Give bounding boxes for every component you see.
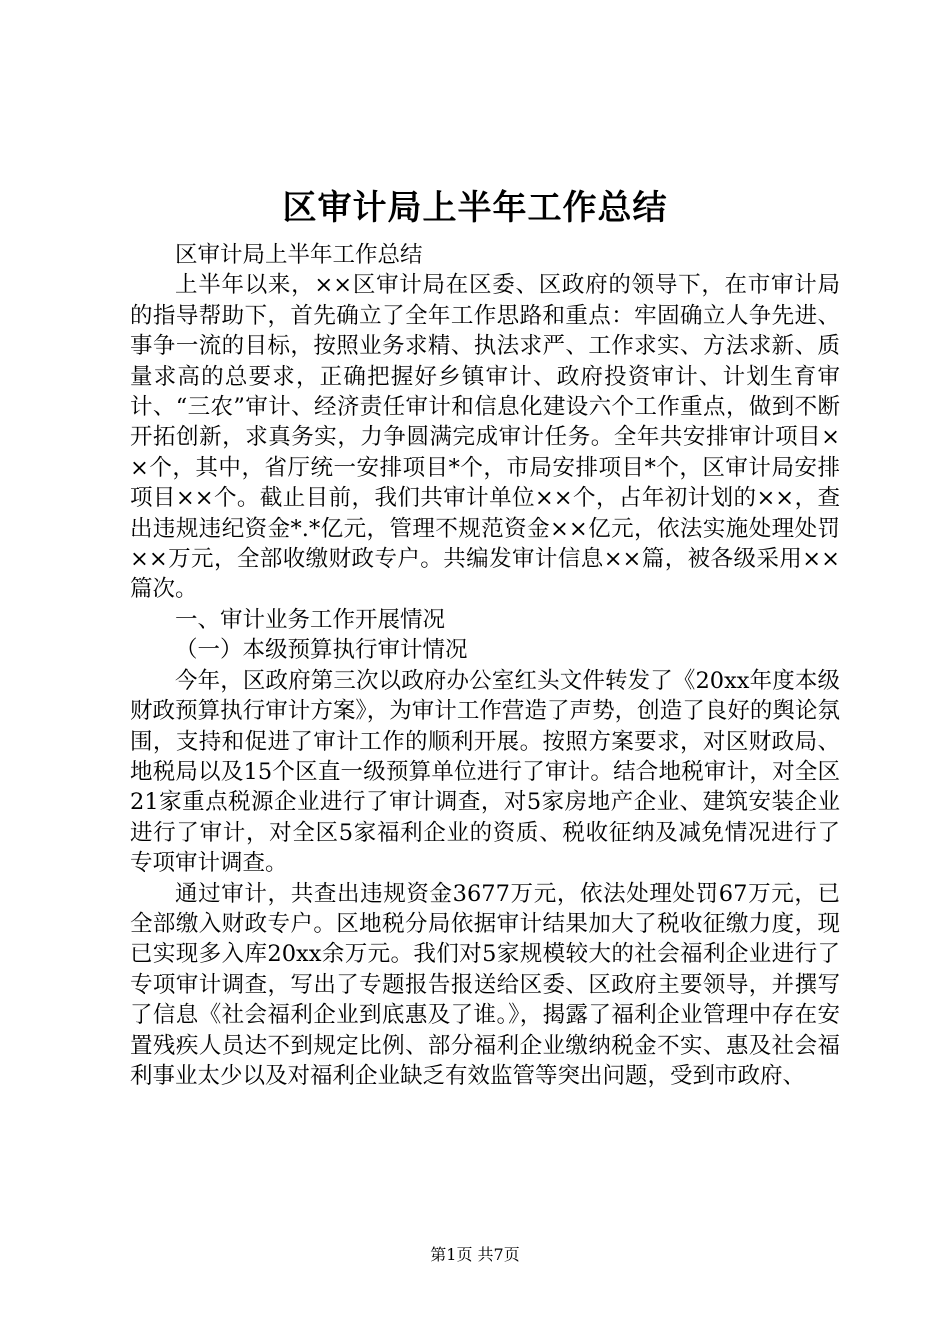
budget-audit-paragraph: 今年，区政府第三次以政府办公室红头文件转发了《20xx年度本级财政预算执行审计方案》，为审计工作营造了声势，创造了良好的舆论氛围，支持和促进了审计工作的顺利开展。按照方案要求，对区财政局、地税局以及15个区直一级预算单位进行了审计。结合地税审计，对全区21家重点税源企业进行了审计调查，对5家房地产企业、建筑安装企业进行了审计，对全区5家福利企业的资质、税收征纳及减免情况进行了专项审计调查。: [130, 667, 840, 877]
subtitle-paragraph: 区审计局上半年工作总结: [175, 242, 423, 268]
document-title: 区审计局上半年工作总结: [282, 188, 668, 228]
audit-results-paragraph: 通过审计，共查出违规资金3677万元，依法处理处罚67万元，已全部缴入财政专户。区地税分局依据审计结果加大了税收征缴力度，现已实现多入库20xx余万元。我们对5家规模较大的社会福利企业进行了专项审计调查，写出了专题报告报送给区委、区政府主要领导，并撰写了信息《社会福利企业到底惠及了谁。》，揭露了福利企业管理中存在安置残疾人员达不到规定比例、部分福利企业缴纳税金不实、惠及社会福利事业太少以及对福利企业缺乏有效监管等突出问题，受到市政府、: [130, 880, 840, 1089]
section-heading: 一、审计业务工作开展情况: [175, 606, 446, 633]
page-footer: 第1页 共7页: [430, 1245, 520, 1264]
document-body: [130, 240, 840, 1091]
intro-paragraph: 上半年以来，××区审计局在区委、区政府的领导下，在市审计局的指导帮助下，首先确立了全年工作思路和重点：牢固确立人争先进、事争一流的目标，按照业务求精、执法求严、工作求实、方法求新、质量求高的总要求，正确把握好乡镇审计、政府投资审计、计划生育审计、“三农”审计、经济责任审计和信息化建设六个工作重点，做到不断开拓创新，求真务实，力争圆满完成审计任务。全年共安排审计项目××个，其中，省厅统一安排项目*个，市局安排项目*个，区审计局安排项目××个。截止目前，我们共审计单位××个，占年初计划的××，查出违规违纪资金*.*亿元，管理不规范资金××亿元，依法实施处理处罚××万元，全部收缴财政专户。共编发审计信息××篇，被各级采用××篇次。: [130, 272, 840, 603]
subsection-heading: （一）本级预算执行审计情况: [175, 637, 468, 664]
